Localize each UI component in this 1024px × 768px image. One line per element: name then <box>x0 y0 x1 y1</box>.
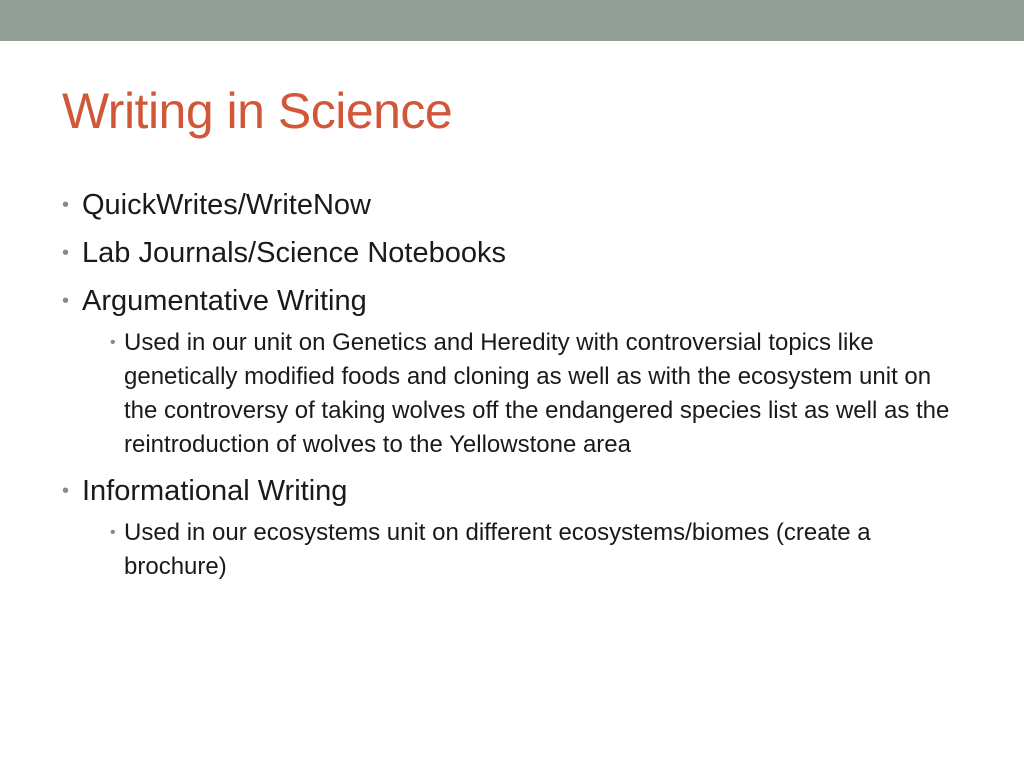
sub-bullet-icon: • <box>110 524 116 541</box>
sub-bullet-text: Used in our unit on Genetics and Heredity with controversial topics like genetically modified foods and cloning as well as with the ecosystem unit on the controversy of taking wolves off the endangered species list as well as the reintroduction of wolves to the Yellowstone area <box>124 329 950 458</box>
sub-bullet-item <box>92 326 964 462</box>
bullet-icon: • <box>62 480 70 502</box>
bullet-item-argumentative <box>62 282 962 462</box>
bullet-icon: • <box>62 194 70 216</box>
slide-title: Writing in Science <box>62 83 453 139</box>
bullet-text: Lab Journals/Science Notebooks <box>82 237 506 269</box>
bullet-list <box>62 186 962 584</box>
slide-content <box>62 186 962 594</box>
bullet-text: QuickWrites/WriteNow <box>82 189 371 221</box>
bullet-icon: • <box>62 290 70 312</box>
bullet-text: Informational Writing <box>82 475 348 507</box>
bullet-item-quickwrites <box>62 186 962 224</box>
sub-bullet-icon: • <box>110 334 116 351</box>
sub-bullet-item <box>92 516 964 584</box>
top-accent-bar <box>0 0 1024 41</box>
sub-bullet-list <box>82 326 962 462</box>
sub-bullet-text: Used in our ecosystems unit on different ecosystems/biomes (create a brochure) <box>124 519 871 580</box>
bullet-text: Argumentative Writing <box>82 285 367 317</box>
sub-bullet-list <box>82 516 962 584</box>
bullet-item-lab-journals <box>62 234 962 272</box>
bullet-icon: • <box>62 242 70 264</box>
bullet-item-informational <box>62 472 962 584</box>
